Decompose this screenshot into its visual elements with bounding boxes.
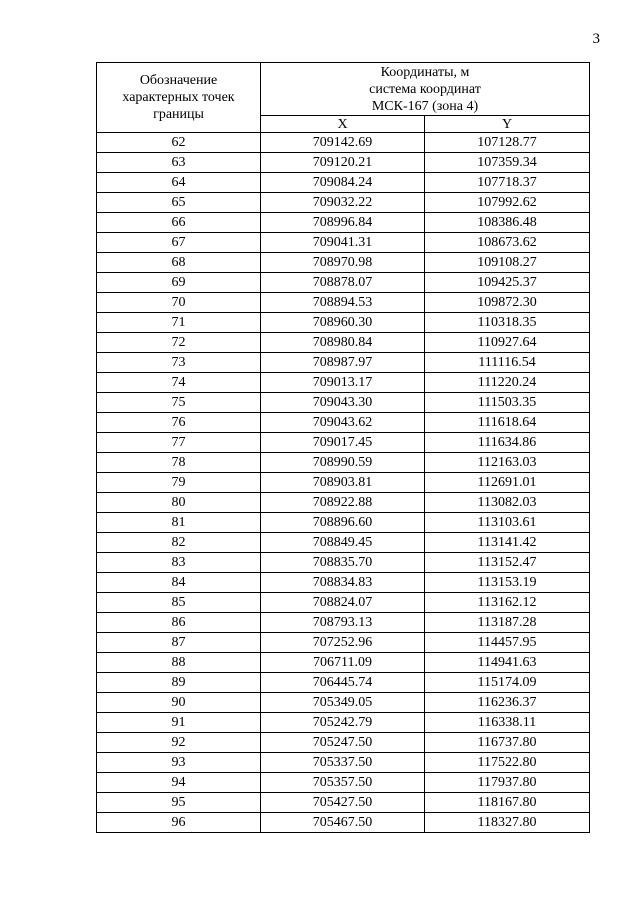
point-cell: 69 xyxy=(97,273,261,293)
table-row xyxy=(97,413,590,433)
table-row xyxy=(97,513,590,533)
y-column-header: Y xyxy=(425,116,590,133)
table-row xyxy=(97,473,590,493)
x-coordinate-cell: 708896.60 xyxy=(261,513,425,533)
x-coordinate-cell: 705467.50 xyxy=(261,813,425,833)
y-coordinate-cell: 113152.47 xyxy=(425,553,590,573)
point-cell: 73 xyxy=(97,353,261,373)
table-row xyxy=(97,813,590,833)
point-cell: 85 xyxy=(97,593,261,613)
coordinates-column-header: Координаты, м система координат МСК-167 (зона 4) xyxy=(261,63,590,116)
table-row xyxy=(97,433,590,453)
y-coordinate-cell: 113103.61 xyxy=(425,513,590,533)
y-coordinate-cell: 109872.30 xyxy=(425,293,590,313)
point-cell: 84 xyxy=(97,573,261,593)
y-coordinate-cell: 111220.24 xyxy=(425,373,590,393)
y-coordinate-cell: 113162.12 xyxy=(425,593,590,613)
x-coordinate-cell: 708834.83 xyxy=(261,573,425,593)
table-row xyxy=(97,393,590,413)
table-row xyxy=(97,193,590,213)
x-coordinate-cell: 708960.30 xyxy=(261,313,425,333)
x-coordinate-cell: 709043.62 xyxy=(261,413,425,433)
y-coordinate-cell: 109425.37 xyxy=(425,273,590,293)
y-coordinate-cell: 109108.27 xyxy=(425,253,590,273)
page-number: 3 xyxy=(592,31,600,47)
y-coordinate-cell: 112163.03 xyxy=(425,453,590,473)
point-cell: 94 xyxy=(97,773,261,793)
point-cell: 76 xyxy=(97,413,261,433)
point-cell: 75 xyxy=(97,393,261,413)
point-cell: 79 xyxy=(97,473,261,493)
y-coordinate-cell: 111618.64 xyxy=(425,413,590,433)
table-row xyxy=(97,773,590,793)
x-coordinate-cell: 705247.50 xyxy=(261,733,425,753)
y-coordinate-cell: 113141.42 xyxy=(425,533,590,553)
x-coordinate-cell: 709017.45 xyxy=(261,433,425,453)
point-cell: 95 xyxy=(97,793,261,813)
table-row xyxy=(97,173,590,193)
point-cell: 66 xyxy=(97,213,261,233)
point-cell: 83 xyxy=(97,553,261,573)
x-coordinate-cell: 708894.53 xyxy=(261,293,425,313)
y-coordinate-cell: 111634.86 xyxy=(425,433,590,453)
x-coordinate-cell: 706711.09 xyxy=(261,653,425,673)
y-coordinate-cell: 110318.35 xyxy=(425,313,590,333)
y-coordinate-cell: 116737.80 xyxy=(425,733,590,753)
point-cell: 78 xyxy=(97,453,261,473)
table-row xyxy=(97,293,590,313)
y-coordinate-cell: 111503.35 xyxy=(425,393,590,413)
y-coordinate-cell: 107992.62 xyxy=(425,193,590,213)
point-cell: 93 xyxy=(97,753,261,773)
point-cell: 96 xyxy=(97,813,261,833)
x-coordinate-cell: 709013.17 xyxy=(261,373,425,393)
x-coordinate-cell: 708824.07 xyxy=(261,593,425,613)
y-coordinate-cell: 111116.54 xyxy=(425,353,590,373)
point-cell: 71 xyxy=(97,313,261,333)
point-cell: 72 xyxy=(97,333,261,353)
x-coordinate-cell: 708903.81 xyxy=(261,473,425,493)
table-row xyxy=(97,373,590,393)
y-coordinate-cell: 107718.37 xyxy=(425,173,590,193)
table-body xyxy=(97,133,590,833)
table-row xyxy=(97,613,590,633)
x-coordinate-cell: 708849.45 xyxy=(261,533,425,553)
y-coordinate-cell: 114941.63 xyxy=(425,653,590,673)
point-cell: 89 xyxy=(97,673,261,693)
point-cell: 91 xyxy=(97,713,261,733)
x-coordinate-cell: 705427.50 xyxy=(261,793,425,813)
y-coordinate-cell: 118167.80 xyxy=(425,793,590,813)
y-coordinate-cell: 107128.77 xyxy=(425,133,590,153)
x-coordinate-cell: 708987.97 xyxy=(261,353,425,373)
table-row xyxy=(97,733,590,753)
table-row xyxy=(97,593,590,613)
table-row xyxy=(97,533,590,553)
y-coordinate-cell: 108386.48 xyxy=(425,213,590,233)
y-coordinate-cell: 114457.95 xyxy=(425,633,590,653)
table-row xyxy=(97,753,590,773)
table-row xyxy=(97,793,590,813)
table-row xyxy=(97,553,590,573)
table-row xyxy=(97,633,590,653)
point-cell: 68 xyxy=(97,253,261,273)
x-coordinate-cell: 708878.07 xyxy=(261,273,425,293)
x-coordinate-cell: 708835.70 xyxy=(261,553,425,573)
point-cell: 77 xyxy=(97,433,261,453)
x-coordinate-cell: 708922.88 xyxy=(261,493,425,513)
x-coordinate-cell: 709043.30 xyxy=(261,393,425,413)
point-cell: 67 xyxy=(97,233,261,253)
point-cell: 82 xyxy=(97,533,261,553)
point-cell: 64 xyxy=(97,173,261,193)
table-row xyxy=(97,233,590,253)
point-cell: 74 xyxy=(97,373,261,393)
point-column-header: Обозначение характерных точек границы xyxy=(97,63,261,133)
table-row xyxy=(97,693,590,713)
point-cell: 88 xyxy=(97,653,261,673)
x-coordinate-cell: 708793.13 xyxy=(261,613,425,633)
x-coordinate-cell: 705349.05 xyxy=(261,693,425,713)
x-coordinate-cell: 705357.50 xyxy=(261,773,425,793)
x-coordinate-cell: 707252.96 xyxy=(261,633,425,653)
y-coordinate-cell: 113187.28 xyxy=(425,613,590,633)
table-row xyxy=(97,493,590,513)
table-row xyxy=(97,253,590,273)
y-coordinate-cell: 113153.19 xyxy=(425,573,590,593)
point-cell: 90 xyxy=(97,693,261,713)
x-coordinate-cell: 709084.24 xyxy=(261,173,425,193)
table-row xyxy=(97,713,590,733)
y-coordinate-cell: 116236.37 xyxy=(425,693,590,713)
point-cell: 81 xyxy=(97,513,261,533)
y-coordinate-cell: 113082.03 xyxy=(425,493,590,513)
x-coordinate-cell: 709032.22 xyxy=(261,193,425,213)
point-cell: 87 xyxy=(97,633,261,653)
x-coordinate-cell: 709041.31 xyxy=(261,233,425,253)
y-coordinate-cell: 116338.11 xyxy=(425,713,590,733)
y-coordinate-cell: 115174.09 xyxy=(425,673,590,693)
table-row xyxy=(97,153,590,173)
y-coordinate-cell: 117937.80 xyxy=(425,773,590,793)
y-coordinate-cell: 117522.80 xyxy=(425,753,590,773)
table-row xyxy=(97,673,590,693)
table-row xyxy=(97,453,590,473)
x-coordinate-cell: 709142.69 xyxy=(261,133,425,153)
table-row xyxy=(97,273,590,293)
coordinates-table xyxy=(96,62,590,833)
point-cell: 86 xyxy=(97,613,261,633)
x-coordinate-cell: 705337.50 xyxy=(261,753,425,773)
table-row xyxy=(97,353,590,373)
x-coordinate-cell: 708996.84 xyxy=(261,213,425,233)
x-coordinate-cell: 708970.98 xyxy=(261,253,425,273)
table-row xyxy=(97,133,590,153)
x-coordinate-cell: 708990.59 xyxy=(261,453,425,473)
point-cell: 63 xyxy=(97,153,261,173)
point-cell: 92 xyxy=(97,733,261,753)
point-cell: 65 xyxy=(97,193,261,213)
y-coordinate-cell: 112691.01 xyxy=(425,473,590,493)
point-cell: 62 xyxy=(97,133,261,153)
y-coordinate-cell: 110927.64 xyxy=(425,333,590,353)
x-coordinate-cell: 708980.84 xyxy=(261,333,425,353)
x-coordinate-cell: 706445.74 xyxy=(261,673,425,693)
y-coordinate-cell: 107359.34 xyxy=(425,153,590,173)
y-coordinate-cell: 118327.80 xyxy=(425,813,590,833)
table-row xyxy=(97,313,590,333)
table-row xyxy=(97,333,590,353)
table-row xyxy=(97,653,590,673)
point-cell: 80 xyxy=(97,493,261,513)
table-row xyxy=(97,573,590,593)
point-cell: 70 xyxy=(97,293,261,313)
table-row xyxy=(97,213,590,233)
x-column-header: X xyxy=(261,116,425,133)
y-coordinate-cell: 108673.62 xyxy=(425,233,590,253)
x-coordinate-cell: 709120.21 xyxy=(261,153,425,173)
x-coordinate-cell: 705242.79 xyxy=(261,713,425,733)
